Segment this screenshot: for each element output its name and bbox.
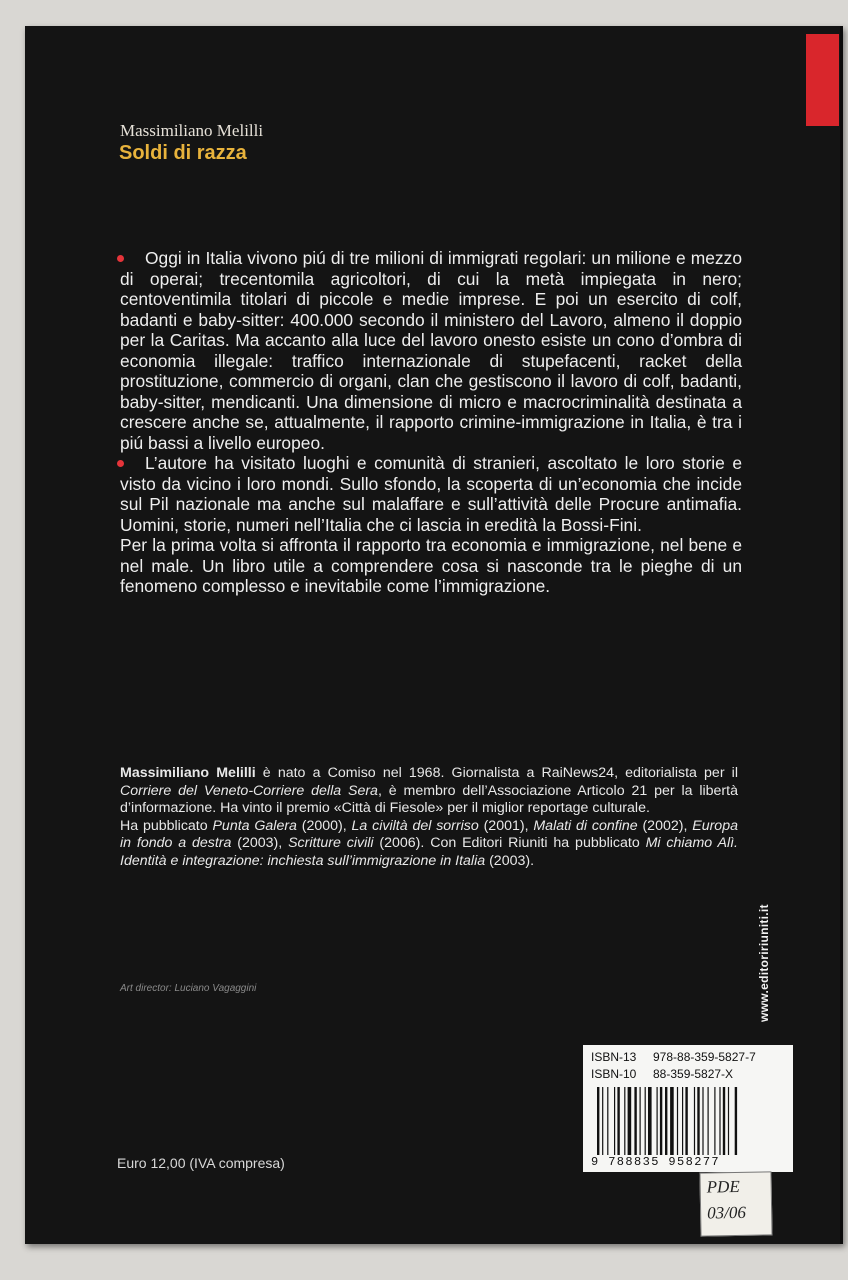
sticker-line-2: 03/06 [706, 1202, 747, 1223]
isbn-barcode-box [583, 1045, 793, 1172]
red-bullet-icon [117, 460, 124, 467]
sticker-line-1: PDE [706, 1176, 740, 1197]
isbn10-line: ISBN-10 88-359-5827-X [591, 1067, 734, 1081]
book-title: Soldi di razza [119, 142, 247, 164]
barcode [597, 1087, 785, 1155]
bio-paragraph-1: Massimiliano Melilli è nato a Comiso nel 1968. Giornalista a RaiNews24, editorialista per il Corriere del Veneto-Corriere della Sera, è membro dell’Associazione Articolo 21 per la libertà d’informazione. Ha vinto il premio «Città di Fiesole» per il miglior reportage culturale. [120, 765, 738, 817]
barcode-digits: 9 788835 958277 [591, 1155, 721, 1169]
red-corner-tab [806, 34, 839, 126]
author-bio [120, 765, 738, 871]
blurb-paragraph-2: L’autore ha visitato luoghi e comunità di stranieri, ascoltato le loro storie e visto da vicino i loro mondi. Sullo sfondo, la scoperta di un’economia che incide sul Pil nazionale ma anche sul malaffare e sull’attività delle Procure antimafia. Uomini, storie, numeri nell’Italia che ci lascia in eredità la Bossi-Fini. [120, 453, 742, 535]
book-author: Massimiliano Melilli [120, 121, 264, 140]
publisher-website: www.editoririuniti.it [757, 904, 771, 1022]
art-director-credit: Art director: Luciano Vagaggini [120, 983, 257, 994]
red-bullet-icon [117, 255, 124, 262]
price-label: Euro 12,00 (IVA compresa) [117, 1155, 285, 1171]
blurb-paragraph-3: Per la prima volta si affronta il rapporto tra economia e immigrazione, nel bene e nel male. Un libro utile a comprendere cosa si nasconde tra le pieghe di un fenomeno complesso e inevitabile come l’immigrazione. [120, 535, 742, 596]
library-sticker [699, 1171, 772, 1236]
isbn13-line: ISBN-13 978-88-359-5827-7 [591, 1050, 756, 1064]
blurb-paragraph-1: Oggi in Italia vivono piú di tre milioni di immigrati regolari: un milione e mezzo di operai; trecentomila agricoltori, di cui la metà impiegata in nero; centoventimila titolari di piccole e medie imprese. E poi un esercito di colf, badanti e baby-sitter: 400.000 secondo il ministero del Lavoro, almeno il doppio per la Caritas. Ma accanto alla luce del lavoro onesto esiste un cono d’ombra di economia illegale: traffico internazionale di stupefacenti, racket della prostituzione, commercio di organi, clan che gestiscono il lavoro di colf, badanti, baby-sitter, mendicanti. Una dimensione di micro e macrocriminalità destinata a crescere anche se, attualmente, il rapporto crimine-immigrazione in Italia, è tra i piú bassi a livello europeo. [120, 248, 742, 453]
book-blurb [120, 248, 742, 597]
bio-paragraph-2: Ha pubblicato Punta Galera (2000), La civiltà del sorriso (2001), Malati di confine (2002), Europa in fondo a destra (2003), Scritture civili (2006). Con Editori Riuniti ha pubblicato Mi chiamo Alì. Identità e integrazione: inchiesta sull’immigrazione in Italia (2003). [120, 817, 738, 869]
bio-author-name: Massimiliano Melilli [120, 765, 256, 781]
